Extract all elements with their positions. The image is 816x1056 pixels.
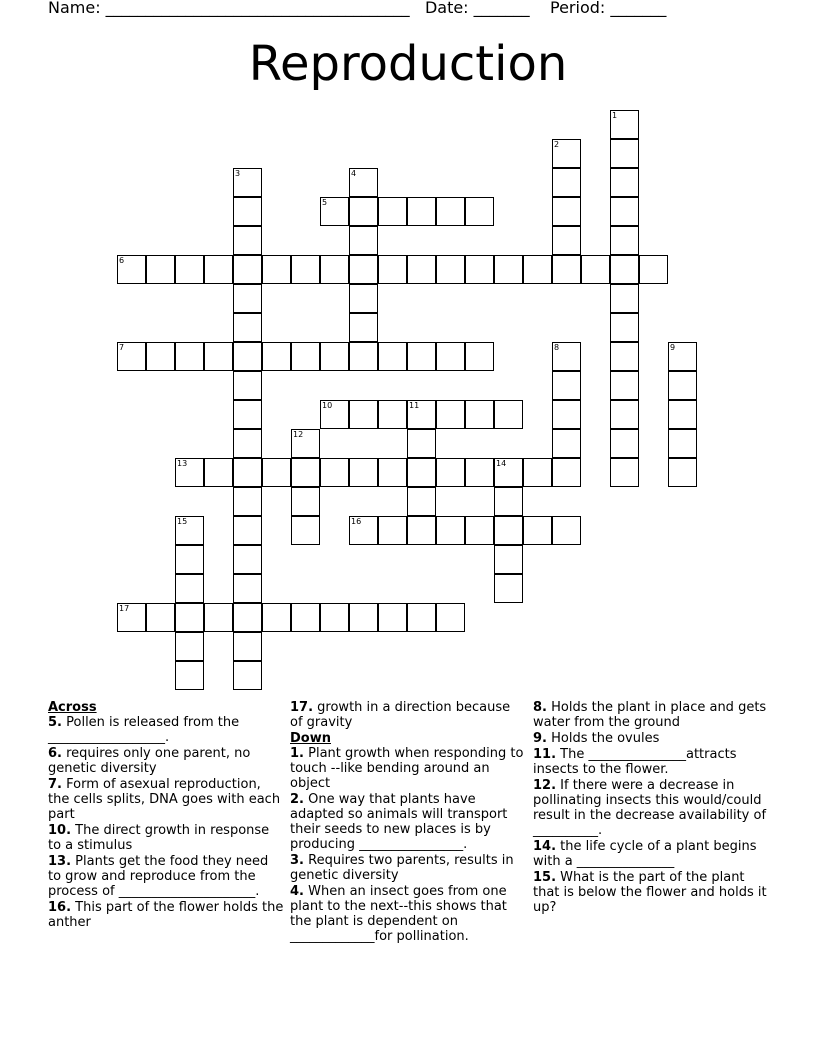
crossword-cell[interactable] [349, 197, 378, 226]
crossword-cell[interactable] [465, 458, 494, 487]
crossword-cell[interactable] [407, 342, 436, 371]
crossword-cell[interactable] [552, 429, 581, 458]
crossword-cell[interactable] [378, 458, 407, 487]
crossword-cell[interactable] [610, 226, 639, 255]
clue-number: 17 [119, 604, 130, 613]
crossword-cell[interactable] [349, 226, 378, 255]
crossword-cell[interactable] [610, 400, 639, 429]
crossword-cell[interactable] [233, 168, 262, 197]
clue-number: 14 [496, 459, 507, 468]
down-heading: Down [290, 731, 331, 746]
crossword-cell[interactable] [320, 458, 349, 487]
crossword-cell[interactable] [320, 400, 349, 429]
clue-column-2 [290, 700, 526, 945]
crossword-cell[interactable] [668, 429, 697, 458]
crossword-cell[interactable] [291, 487, 320, 516]
crossword-cell[interactable] [291, 603, 320, 632]
crossword-cell[interactable] [320, 197, 349, 226]
crossword-cell[interactable] [320, 255, 349, 284]
clue-number: 12 [293, 430, 304, 439]
crossword-cell[interactable] [436, 255, 465, 284]
crossword-cell[interactable] [407, 429, 436, 458]
crossword-cell[interactable] [233, 487, 262, 516]
crossword-cell[interactable] [436, 603, 465, 632]
crossword-cell[interactable] [262, 603, 291, 632]
crossword-cell[interactable] [349, 603, 378, 632]
crossword-cell[interactable] [349, 458, 378, 487]
crossword-cell[interactable] [233, 632, 262, 661]
crossword-cell[interactable] [117, 342, 146, 371]
crossword-cell[interactable] [146, 342, 175, 371]
crossword-cell[interactable] [523, 458, 552, 487]
crossword-cell[interactable] [117, 255, 146, 284]
crossword-cell[interactable] [610, 284, 639, 313]
crossword-cell[interactable] [610, 429, 639, 458]
crossword-cell[interactable] [204, 458, 233, 487]
crossword-cell[interactable] [552, 139, 581, 168]
crossword-cell[interactable] [291, 458, 320, 487]
crossword-cell[interactable] [436, 342, 465, 371]
crossword-cell[interactable] [610, 342, 639, 371]
crossword-cell[interactable] [291, 255, 320, 284]
crossword-cell[interactable] [668, 342, 697, 371]
crossword-cell[interactable] [175, 516, 204, 545]
crossword-cell[interactable] [175, 255, 204, 284]
clue-number: 3 [235, 169, 241, 178]
crossword-cell[interactable] [146, 603, 175, 632]
crossword-cell[interactable] [407, 516, 436, 545]
crossword-cell[interactable] [233, 458, 262, 487]
crossword-cell[interactable] [436, 197, 465, 226]
crossword-cell[interactable] [465, 400, 494, 429]
crossword-cell[interactable] [262, 255, 291, 284]
crossword-cell[interactable] [233, 400, 262, 429]
clue-across-5: 5. Pollen is released from the __________________. [48, 715, 240, 745]
crossword-cell[interactable] [494, 458, 523, 487]
crossword-cell[interactable] [552, 168, 581, 197]
clue-across-6: 6. requires only one parent, no genetic diversity [48, 746, 251, 776]
crossword-cell[interactable] [349, 284, 378, 313]
crossword-cell[interactable] [407, 458, 436, 487]
crossword-cell[interactable] [552, 197, 581, 226]
crossword-cell[interactable] [610, 458, 639, 487]
crossword-cell[interactable] [407, 197, 436, 226]
crossword-cell[interactable] [233, 255, 262, 284]
crossword-cell[interactable] [175, 545, 204, 574]
clue-number: 9 [670, 343, 676, 352]
clue-number: 6 [119, 256, 125, 265]
crossword-cell[interactable] [552, 400, 581, 429]
crossword-cell[interactable] [378, 255, 407, 284]
clue-down-14: 14. the life cycle of a plant begins with a _______________ [533, 839, 757, 869]
clue-across-16: 16. This part of the flower holds the anther [48, 900, 284, 930]
crossword-cell[interactable] [233, 545, 262, 574]
crossword-cell[interactable] [175, 458, 204, 487]
crossword-cell[interactable] [349, 516, 378, 545]
clue-column-3 [533, 700, 769, 916]
crossword-cell[interactable] [175, 632, 204, 661]
crossword-cell[interactable] [552, 458, 581, 487]
crossword-cell[interactable] [262, 342, 291, 371]
crossword-cell[interactable] [204, 603, 233, 632]
clue-across-13: 13. Plants get the food they need to grow and reproduce from the process of _____________________. [48, 854, 269, 899]
crossword-cell[interactable] [262, 458, 291, 487]
crossword-cell[interactable] [407, 487, 436, 516]
clue-number: 2 [554, 140, 560, 149]
crossword-cell[interactable] [436, 400, 465, 429]
crossword-cell[interactable] [407, 400, 436, 429]
name-date-period-line: Name: ______________________________________ Date: _______ Period: _______ [48, 0, 667, 17]
crossword-cell[interactable] [233, 574, 262, 603]
crossword-cell[interactable] [494, 487, 523, 516]
crossword-cell[interactable] [175, 342, 204, 371]
crossword-cell[interactable] [378, 197, 407, 226]
clue-down-3: 3. Requires two parents, results in genetic diversity [290, 853, 514, 883]
clue-down-2: 2. One way that plants have adapted so animals will transport their seeds to new places is by producing ________________. [290, 792, 508, 852]
crossword-cell[interactable] [610, 313, 639, 342]
crossword-cell[interactable] [349, 255, 378, 284]
crossword-cell[interactable] [349, 168, 378, 197]
clue-number: 11 [409, 401, 420, 410]
crossword-cell[interactable] [610, 197, 639, 226]
crossword-cell[interactable] [407, 603, 436, 632]
clue-number: 7 [119, 343, 125, 352]
clue-number: 1 [612, 111, 618, 120]
crossword-cell[interactable] [175, 603, 204, 632]
crossword-cell[interactable] [378, 516, 407, 545]
crossword-cell[interactable] [581, 255, 610, 284]
crossword-cell[interactable] [233, 371, 262, 400]
crossword-cell[interactable] [552, 371, 581, 400]
clue-down-4: 4. When an insect goes from one plant to the next--this shows that the plant is dependent on _____________for pollination. [290, 884, 507, 944]
clue-down-8: 8. Holds the plant in place and gets water from the ground [533, 700, 767, 730]
crossword-cell[interactable] [610, 371, 639, 400]
crossword-cell[interactable] [233, 342, 262, 371]
crossword-cell[interactable] [436, 516, 465, 545]
clue-down-12: 12. If there were a decrease in pollinating insects this would/could result in the decrease availability of __________. [533, 778, 767, 838]
across-heading: Across [48, 700, 97, 715]
clue-number: 5 [322, 198, 328, 207]
crossword-cell[interactable] [233, 284, 262, 313]
crossword-cell[interactable] [610, 110, 639, 139]
page-title: Reproduction [248, 36, 568, 92]
crossword-cell[interactable] [639, 255, 668, 284]
clue-down-9: 9. Holds the ovules [533, 731, 660, 746]
crossword-cell[interactable] [204, 342, 233, 371]
clue-number: 8 [554, 343, 560, 352]
clue-number: 16 [351, 517, 362, 526]
crossword-cell[interactable] [610, 168, 639, 197]
crossword-cell[interactable] [291, 516, 320, 545]
crossword-cell[interactable] [668, 458, 697, 487]
crossword-cell[interactable] [117, 603, 146, 632]
crossword-cell[interactable] [465, 516, 494, 545]
clue-number: 13 [177, 459, 188, 468]
clue-number: 4 [351, 169, 357, 178]
crossword-cell[interactable] [233, 429, 262, 458]
clue-number: 10 [322, 401, 333, 410]
crossword-cell[interactable] [610, 255, 639, 284]
crossword-cell[interactable] [552, 226, 581, 255]
crossword-cell[interactable] [291, 342, 320, 371]
crossword-cell[interactable] [233, 197, 262, 226]
crossword-cell[interactable] [610, 139, 639, 168]
clue-down-11: 11. The _______________attracts insects to the flower. [533, 747, 737, 777]
crossword-cell[interactable] [233, 226, 262, 255]
clue-down-15: 15. What is the part of the plant that is below the flower and holds it up? [533, 870, 767, 915]
crossword-cell[interactable] [552, 255, 581, 284]
crossword-cell[interactable] [523, 255, 552, 284]
crossword-cell[interactable] [146, 255, 175, 284]
crossword-cell[interactable] [523, 516, 552, 545]
crossword-cell[interactable] [465, 342, 494, 371]
crossword-cell[interactable] [233, 661, 262, 690]
crossword-cell[interactable] [552, 342, 581, 371]
crossword-cell[interactable] [668, 371, 697, 400]
crossword-cell[interactable] [204, 255, 233, 284]
crossword-cell[interactable] [465, 197, 494, 226]
crossword-cell[interactable] [436, 458, 465, 487]
crossword-cell[interactable] [349, 342, 378, 371]
clue-across-7: 7. Form of asexual reproduction, the cells splits, DNA goes with each part [48, 777, 281, 822]
crossword-cell[interactable] [291, 429, 320, 458]
crossword-cell[interactable] [494, 255, 523, 284]
clue-column-1 [48, 700, 284, 931]
crossword-cell[interactable] [320, 342, 349, 371]
crossword-cell[interactable] [494, 574, 523, 603]
crossword-cell[interactable] [349, 313, 378, 342]
crossword-cell[interactable] [494, 516, 523, 545]
crossword-cell[interactable] [465, 255, 494, 284]
crossword-cell[interactable] [175, 661, 204, 690]
crossword-cell[interactable] [233, 516, 262, 545]
crossword-cell[interactable] [320, 603, 349, 632]
crossword-cell[interactable] [349, 400, 378, 429]
crossword-cell[interactable] [175, 574, 204, 603]
crossword-cell[interactable] [668, 400, 697, 429]
crossword-cell[interactable] [494, 545, 523, 574]
crossword-cell[interactable] [407, 255, 436, 284]
crossword-cell[interactable] [552, 516, 581, 545]
crossword-cell[interactable] [233, 603, 262, 632]
clue-down-1: 1. Plant growth when responding to touch --like bending around an object [290, 746, 524, 791]
clue-across-10: 10. The direct growth in response to a stimulus [48, 823, 270, 853]
crossword-cell[interactable] [378, 400, 407, 429]
clue-across-17: 17. growth in a direction because of gravity [290, 700, 511, 730]
crossword-cell[interactable] [378, 342, 407, 371]
crossword-cell[interactable] [233, 313, 262, 342]
crossword-cell[interactable] [494, 400, 523, 429]
crossword-cell[interactable] [378, 603, 407, 632]
clue-number: 15 [177, 517, 188, 526]
